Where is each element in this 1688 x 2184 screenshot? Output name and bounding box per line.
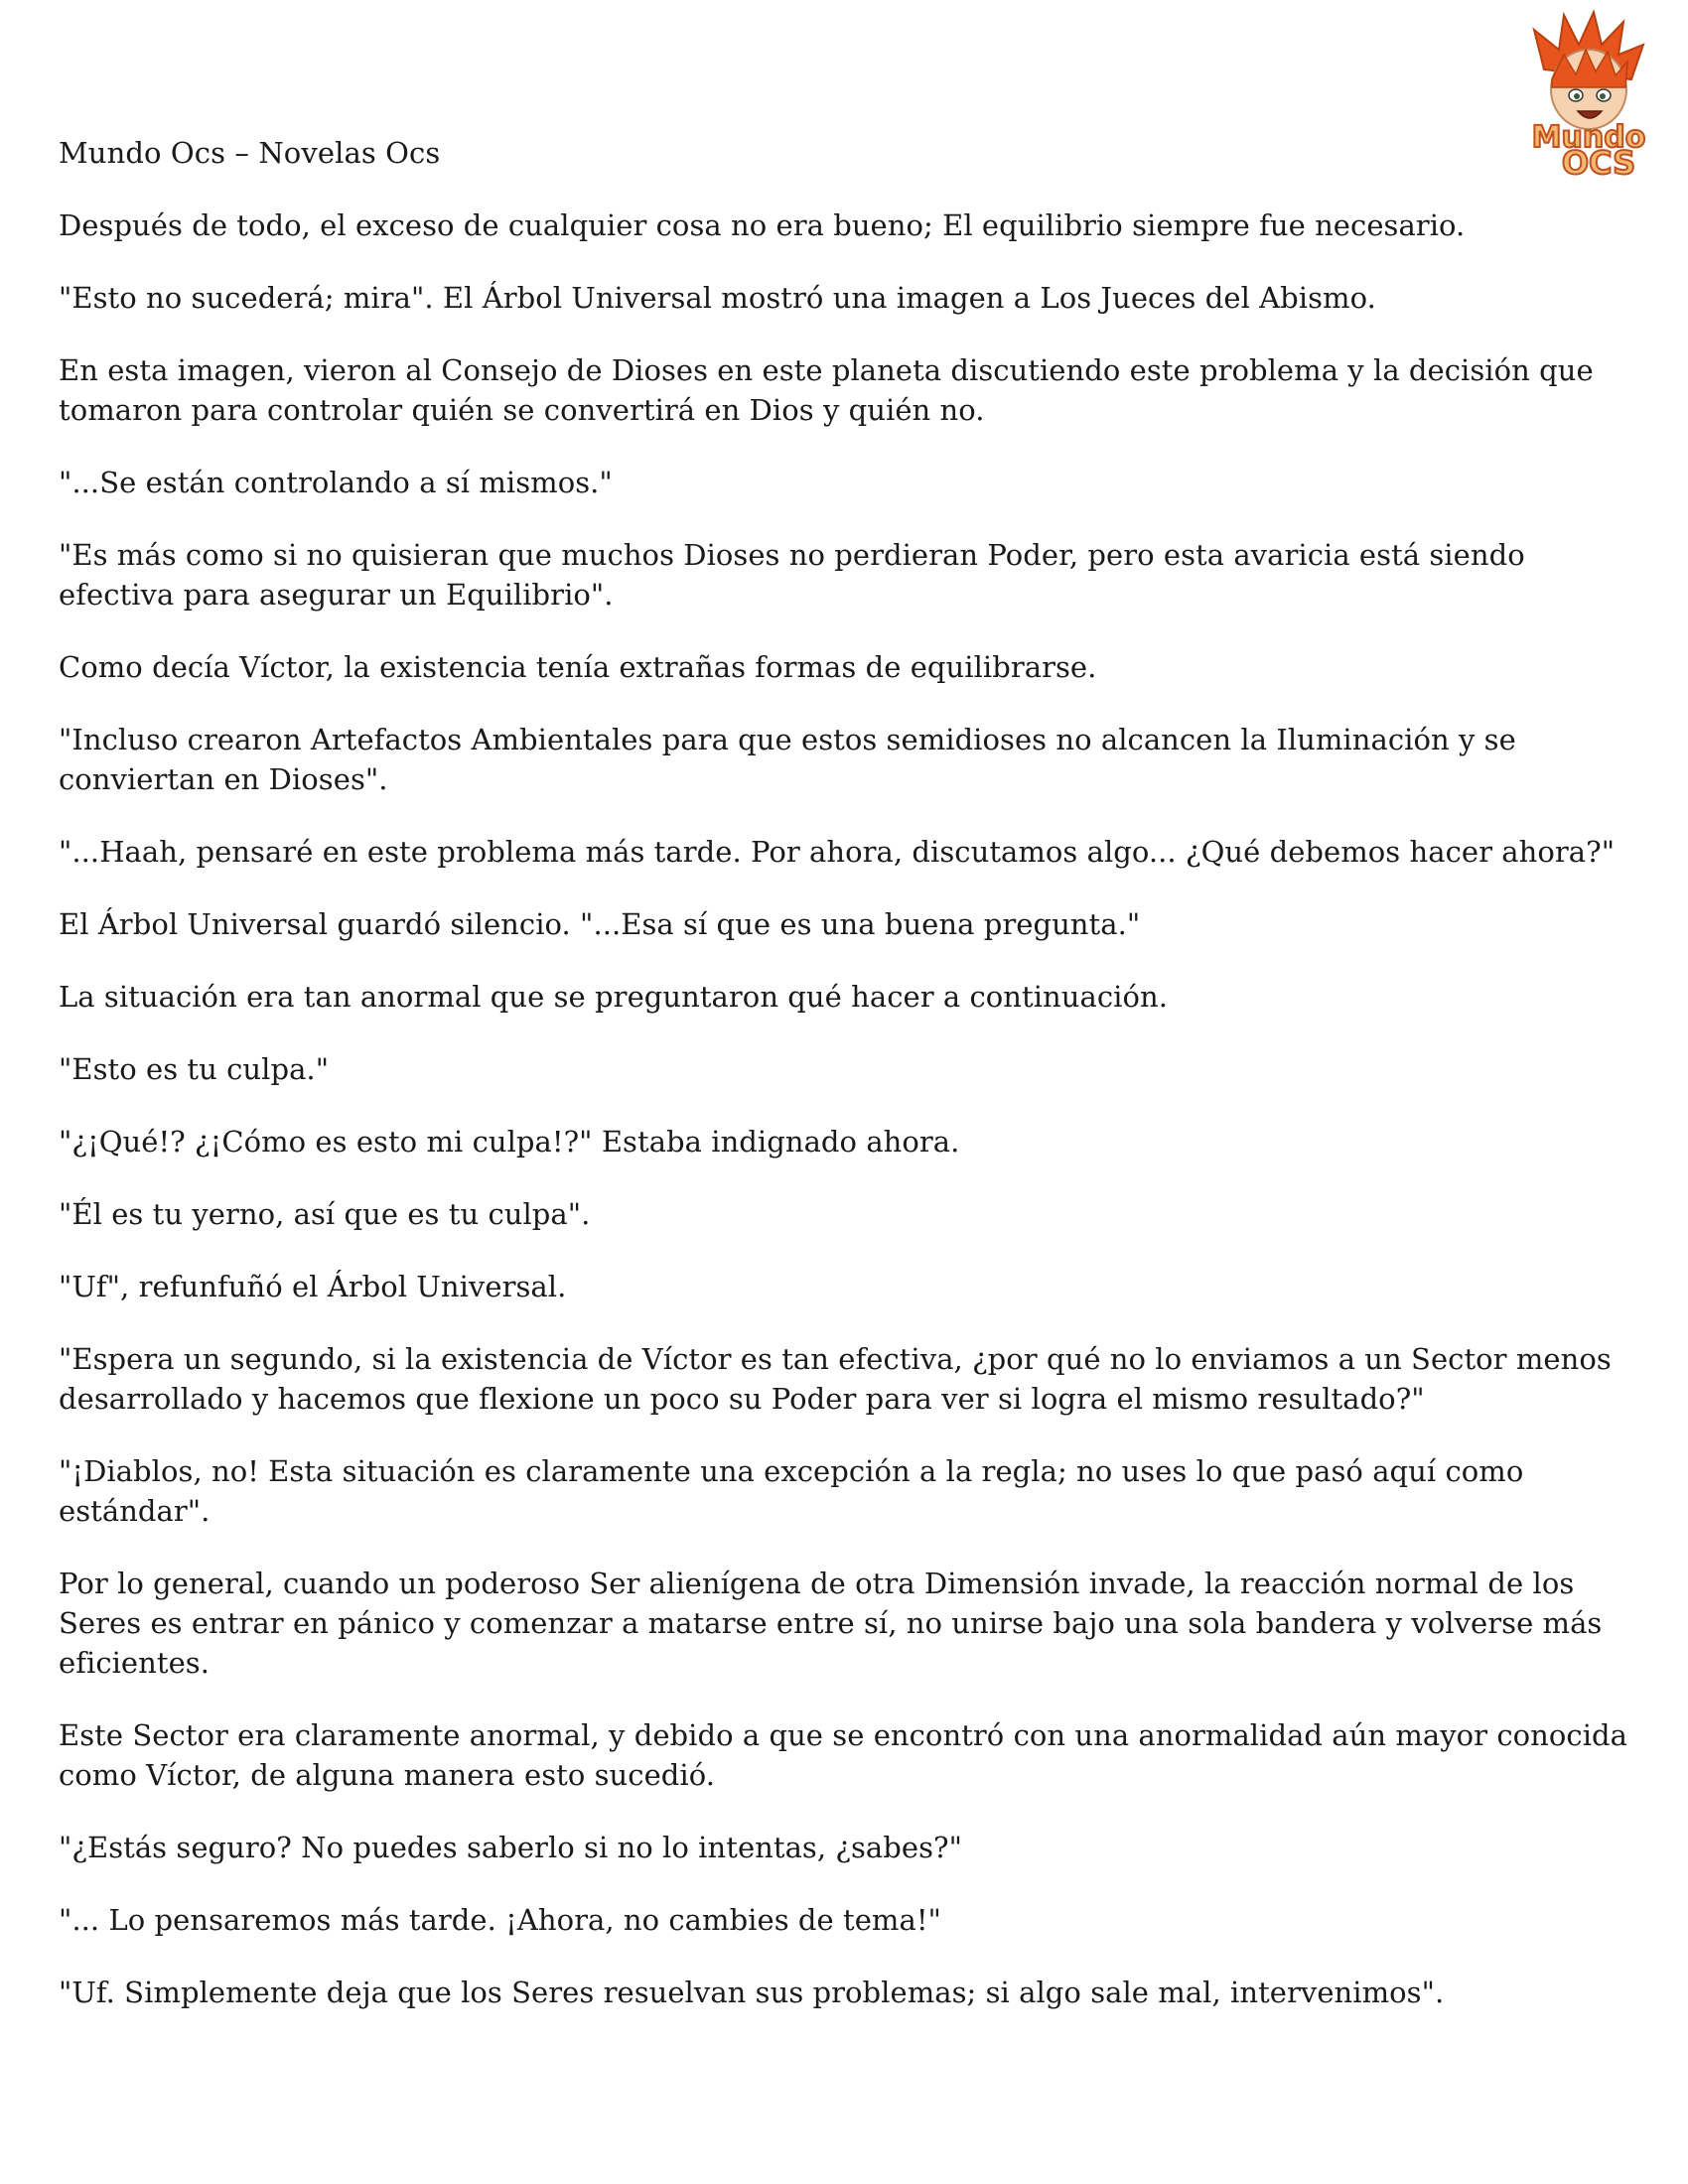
paragraph: Este Sector era claramente anormal, y debido a que se encontró con una anormalidad aún mayor conocida como Víctor, de alguna manera esto sucedió. (59, 1718, 1627, 1792)
paragraph: "Es más como si no quisieran que muchos Dioses no perdieran Poder, pero esta avaricia está siendo efectiva para asegurar un Equilibrio". (59, 538, 1525, 612)
paragraph: "Incluso crearon Artefactos Ambientales para que estos semidioses no alcancen la Iluminación y se conviertan en Dioses". (59, 723, 1516, 796)
paragraph: "...Haah, pensaré en este problema más tarde. Por ahora, discutamos algo... ¿Qué debemos hacer ahora?" (59, 835, 1616, 869)
paragraph: "Uf. Simplemente deja que los Seres resuelvan sus problemas; si algo sale mal, intervenimos". (59, 1976, 1445, 2009)
paragraph: Como decía Víctor, la existencia tenía extrañas formas de equilibrarse. (59, 650, 1097, 684)
paragraph: "...Se están controlando a sí mismos." (59, 466, 613, 499)
page-header-title: Mundo Ocs – Novelas Ocs (59, 136, 441, 170)
paragraph: El Árbol Universal guardó silencio. "...Esa sí que es una buena pregunta." (59, 907, 1141, 941)
paragraph: "Esto no sucederá; mira". El Árbol Universal mostró una imagen a Los Jueces del Abismo. (59, 281, 1376, 315)
mascot-logo-icon (1504, 10, 1673, 179)
paragraph: "Espera un segundo, si la existencia de Víctor es tan efectiva, ¿por qué no lo enviamos a un Sector menos desarrollado y hacemos que flexione un poco su Poder para ver si logra el mismo resultado?" (59, 1342, 1612, 1416)
mundo-ocs-logo (1504, 10, 1673, 179)
paragraph: "Esto es tu culpa." (59, 1052, 330, 1086)
document-body (59, 205, 1647, 2045)
paragraph: En esta imagen, vieron al Consejo de Dioses en este planeta discutiendo este problema y la decisión que tomaron para controlar quién se convertirá en Dios y quién no. (59, 353, 1594, 427)
paragraph: La situación era tan anormal que se preguntaron qué hacer a continuación. (59, 980, 1168, 1014)
logo-text-line2: OCS (1561, 144, 1636, 179)
paragraph: "¿Estás seguro? No puedes saberlo si no lo intentas, ¿sabes?" (59, 1831, 963, 1864)
paragraph: Después de todo, el exceso de cualquier cosa no era bueno; El equilibrio siempre fue necesario. (59, 208, 1466, 242)
paragraph: "¡Diablos, no! Esta situación es claramente una excepción a la regla; no uses lo que pasó aquí como estándar". (59, 1454, 1524, 1528)
paragraph: Por lo general, cuando un poderoso Ser alienígena de otra Dimensión invade, la reacción normal de los Seres es entrar en pánico y comenzar a matarse entre sí, no unirse bajo una sola bandera y volverse más eficientes. (59, 1567, 1603, 1680)
paragraph: "... Lo pensaremos más tarde. ¡Ahora, no cambies de tema!" (59, 1903, 941, 1937)
paragraph: "Él es tu yerno, así que es tu culpa". (59, 1197, 591, 1231)
paragraph: "Uf", refunfuñó el Árbol Universal. (59, 1270, 567, 1303)
paragraph: "¿¡Qué!? ¿¡Cómo es esto mi culpa!?" Estaba indignado ahora. (59, 1125, 960, 1159)
logo-text-line1: Mundo (1531, 120, 1646, 155)
